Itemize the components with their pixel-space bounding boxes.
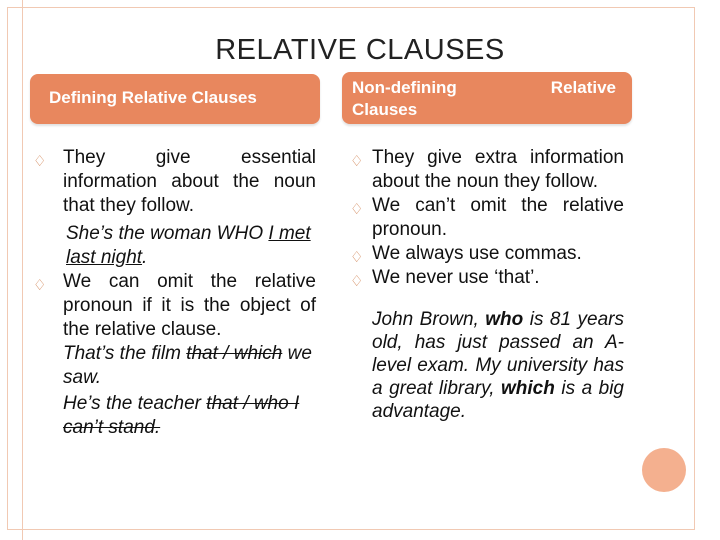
example-bold-text: which bbox=[501, 378, 555, 399]
defining-column bbox=[30, 146, 316, 440]
example-struck-text: that / which bbox=[186, 343, 283, 364]
example-text: we saw. bbox=[63, 343, 312, 388]
bullet-text: They give essential information about the noun that they follow. bbox=[63, 147, 316, 216]
bullet-text: We never use ‘that’. bbox=[372, 267, 540, 288]
example-text: He’s the teacher bbox=[63, 393, 207, 414]
example-sentence bbox=[30, 392, 316, 440]
list-item bbox=[352, 194, 624, 242]
list-item bbox=[352, 242, 624, 266]
list-item bbox=[352, 146, 624, 194]
example-text: That’s the film bbox=[63, 343, 187, 364]
list-item bbox=[30, 146, 316, 218]
hollow-diamond-bullet-icon: ♢ bbox=[350, 273, 364, 290]
defining-header-label: Defining Relative Clauses bbox=[49, 88, 257, 107]
list-item bbox=[30, 270, 316, 342]
bullet-text: We always use commas. bbox=[372, 243, 582, 264]
hollow-diamond-bullet-icon: ♢ bbox=[350, 153, 364, 170]
example-text: My university has a great library, bbox=[372, 355, 624, 399]
example-bold-text: who bbox=[485, 309, 524, 330]
hollow-diamond-bullet-icon: ♢ bbox=[350, 249, 364, 266]
slide-title: RELATIVE CLAUSES bbox=[215, 34, 505, 66]
hollow-diamond-bullet-icon: ♢ bbox=[33, 277, 47, 294]
example-text: John Brown, bbox=[372, 309, 486, 330]
non-defining-header bbox=[342, 72, 632, 124]
example-text: . bbox=[142, 247, 148, 268]
hollow-diamond-bullet-icon: ♢ bbox=[33, 153, 47, 170]
list-item bbox=[352, 266, 624, 290]
decorative-circle bbox=[642, 448, 686, 492]
decorative-rule bbox=[22, 0, 23, 540]
non-defining-header-word: Non-defining bbox=[352, 78, 457, 97]
example-text: is 81 years old, has just passed an A-level exam. bbox=[372, 309, 624, 376]
hollow-diamond-bullet-icon: ♢ bbox=[350, 201, 364, 218]
example-text: is a big advantage. bbox=[372, 378, 625, 422]
example-paragraph bbox=[352, 308, 624, 423]
bullet-text: We can’t omit the relative pronoun. bbox=[372, 195, 624, 240]
example-sentence bbox=[30, 222, 316, 270]
non-defining-header-word: Relative bbox=[550, 78, 616, 97]
example-underlined-text: I met last night bbox=[66, 223, 311, 268]
non-defining-header-word: Clauses bbox=[352, 100, 418, 119]
example-struck-text: that / who I can’t stand. bbox=[63, 393, 300, 438]
bullet-text: They give extra information about the noun they follow. bbox=[372, 147, 624, 192]
non-defining-column bbox=[352, 146, 624, 423]
example-sentence bbox=[30, 342, 316, 390]
bullet-text: We can omit the relative pronoun if it is the object of the relative clause. bbox=[63, 271, 316, 340]
example-text: She’s the woman WHO bbox=[66, 223, 269, 244]
defining-header bbox=[30, 74, 320, 124]
